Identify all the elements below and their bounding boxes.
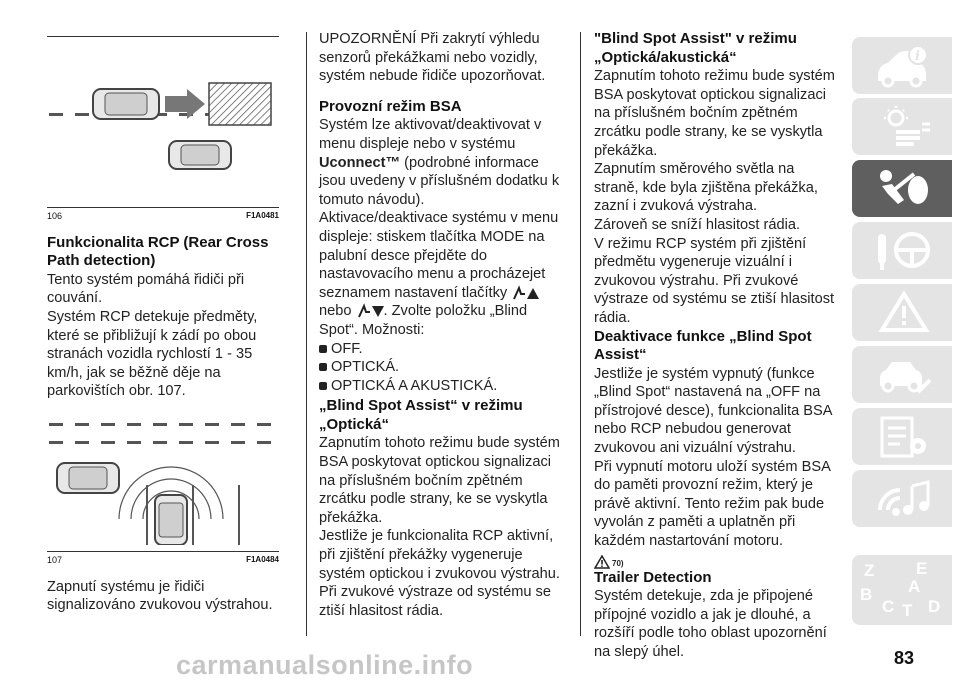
bsa-paragraph-2: Aktivace/deaktivace systému v menu displeje: stiskem tlačítka MODE na palubní desce přejděte do nastavovacího menu a procházejet seznamem nastavení tlačítky nebo . Zvolte položku „Blind Spot“. Možnosti:	[319, 210, 559, 338]
list-item: OPTICKÁ A AKUSTICKÁ.	[319, 377, 565, 396]
tab-information[interactable]	[852, 37, 952, 94]
watermark: carmanualsonline.info	[176, 650, 474, 680]
index-letter: C	[882, 597, 895, 616]
index-letter: B	[860, 585, 873, 604]
warning-triangle-icon	[594, 555, 610, 569]
list-item: OPTICKÁ.	[319, 358, 565, 377]
rcp-paragraph-1: Tento systém pomáhá řidiči při couvání.	[47, 271, 245, 307]
key-steering-wheel-icon	[874, 228, 934, 274]
multimedia-icon	[874, 476, 934, 522]
warning-paragraph: UPOZORNĚNÍ Při zakrytí výhledu senzorů překážkami nebo vozidly, systém nebude řidiče upozorňovat.	[319, 31, 546, 85]
warning-lights-icon	[874, 104, 934, 150]
wrench-car-icon	[874, 352, 934, 398]
column-1	[47, 30, 279, 615]
column-divider-2	[580, 32, 581, 636]
tab-emergency[interactable]	[852, 284, 952, 341]
figure-number: 106	[47, 210, 63, 221]
index-letter: Z	[864, 561, 875, 580]
index-letter: A	[908, 577, 921, 596]
figure-106	[47, 41, 279, 222]
figure-107	[47, 415, 279, 566]
checklist-gear-icon	[874, 414, 934, 460]
optical-acoustic-paragraph-4: V režimu RCP systém při zjištění předmětu vygeneruje vizuální i zvukovou výstrahu. Při zvukové výstraze od systému se ztiší hlasitost rádia.	[594, 235, 835, 326]
optical-paragraph-2: Jestliže je funkcionalita RCP aktivní, při zjištění překážky vygeneruje systém optickou i zvukovou výstrahu.	[319, 528, 560, 582]
scroll-down-button-icon	[356, 303, 384, 319]
trailer-detection-heading: Trailer Detection	[594, 568, 712, 586]
airbag-seat-icon	[874, 166, 934, 212]
tab-dashboard-lights[interactable]	[852, 98, 952, 155]
uconnect-label: Uconnect™	[319, 154, 401, 171]
figure-top-rule	[47, 36, 279, 37]
deactivation-paragraph-2: Při vypnutí motoru uloží systém BSA do paměti provozní režim, který je právě aktivní. Tento režim pak bude vyvolán z paměti a uplatněn při každém nastartování motoru.	[594, 458, 831, 550]
index-letter: T	[902, 601, 913, 620]
optical-acoustic-paragraph-2: Zapnutím směrového světla na straně, kde byla zjištěna překážka, zazní i zvuková výstraha.	[594, 161, 818, 215]
emergency-triangle-icon	[874, 290, 934, 336]
scroll-up-button-icon	[511, 285, 539, 301]
optical-acoustic-heading: "Blind Spot Assist" v režimu „Optická/akustická“	[594, 30, 797, 66]
tab-multimedia[interactable]	[852, 470, 952, 527]
figure-caption	[47, 210, 279, 222]
svg-text:i: i	[915, 49, 920, 64]
optical-paragraph-1: Zapnutím tohoto režimu bude systém BSA poskytovat optickou signalizaci na příslušném bočním zpětném zrcátku podle strany, ke se vyskytla překážka.	[319, 435, 560, 526]
optical-acoustic-paragraph-3: Zároveň se sníží hlasitost rádia.	[594, 216, 801, 233]
list-item: OFF.	[319, 340, 565, 359]
figure-caption	[47, 554, 279, 566]
warning-reference-number: 70)	[612, 558, 624, 568]
tab-safety[interactable]	[852, 160, 952, 217]
deactivation-heading: Deaktivace funkce „Blind Spot Assist“	[594, 327, 812, 364]
tab-starting-driving[interactable]	[852, 222, 952, 279]
bullet-icon	[319, 363, 327, 371]
rcp-paragraph-2: Systém RCP detekuje předměty, které se přibližují k zádí po obou stranách vozidla rychlostí 1 - 35 km/h, jak se běžně děje na parkovištích obr. 107.	[47, 308, 258, 400]
bullet-icon	[319, 382, 327, 390]
figure-code: F1A0484	[246, 554, 279, 564]
trailer-detection-paragraph: Systém detekuje, zda je připojené přípojné vozidlo a jak je dlouhé, a rozšíří podle toho oblast upozornění na slepý úhel.	[594, 588, 827, 660]
option-list	[319, 340, 565, 396]
bsa-paragraph-1: Systém lze aktivovat/deaktivovat v menu displeje nebo v systému Uconnect™ (podrobné informace jsou uvedeny v příslušném dodatku k tomuto návodu).	[319, 117, 560, 208]
column-2	[319, 30, 565, 620]
optical-paragraph-3: Při zvukové výstraze od systému se ztiší hlasitost rádia.	[319, 584, 551, 619]
optical-acoustic-paragraph-1: Zapnutím tohoto režimu bude systém BSA poskytovat optickou signalizaci na příslušném bočním zpětném zrcátku podle strany, ke se vyskytla překážka.	[594, 68, 835, 159]
figure-code: F1A0481	[246, 210, 279, 220]
tab-index[interactable]	[852, 555, 952, 625]
deactivation-paragraph-1: Jestliže je systém vypnutý (funkce „Blind Spot“ nastavená na „OFF na přístrojové desce), funkcionalita BSA nebo RCP nebudou generovat zvukovou ani vizuální výstrahu.	[594, 365, 832, 457]
index-letter: E	[916, 559, 928, 578]
column-3	[594, 30, 842, 662]
figure-bottom-rule	[47, 551, 279, 552]
rcp-heading: Funkcionalita RCP (Rear Cross Path detection)	[47, 233, 269, 270]
optical-mode-heading: „Blind Spot Assist“ v režimu „Optická“	[319, 397, 523, 433]
page-number: 83	[894, 648, 915, 668]
tab-technical-data[interactable]	[852, 408, 952, 465]
figure-number: 107	[47, 554, 63, 565]
bullet-icon	[319, 345, 327, 353]
index-letters	[858, 557, 944, 623]
rear-cross-path-illustration	[47, 415, 279, 545]
tab-maintenance[interactable]	[852, 346, 952, 403]
rcp-paragraph-3: Zapnutí systému je řidiči signalizováno zvukovou výstrahou.	[47, 578, 273, 614]
blind-spot-illustration	[47, 41, 279, 201]
figure-bottom-rule	[47, 207, 279, 208]
warning-reference	[594, 551, 842, 569]
column-divider-1	[306, 32, 307, 636]
index-letter: D	[928, 597, 941, 616]
car-info-icon	[874, 43, 934, 89]
bsa-mode-heading: Provozní režim BSA	[319, 97, 462, 115]
